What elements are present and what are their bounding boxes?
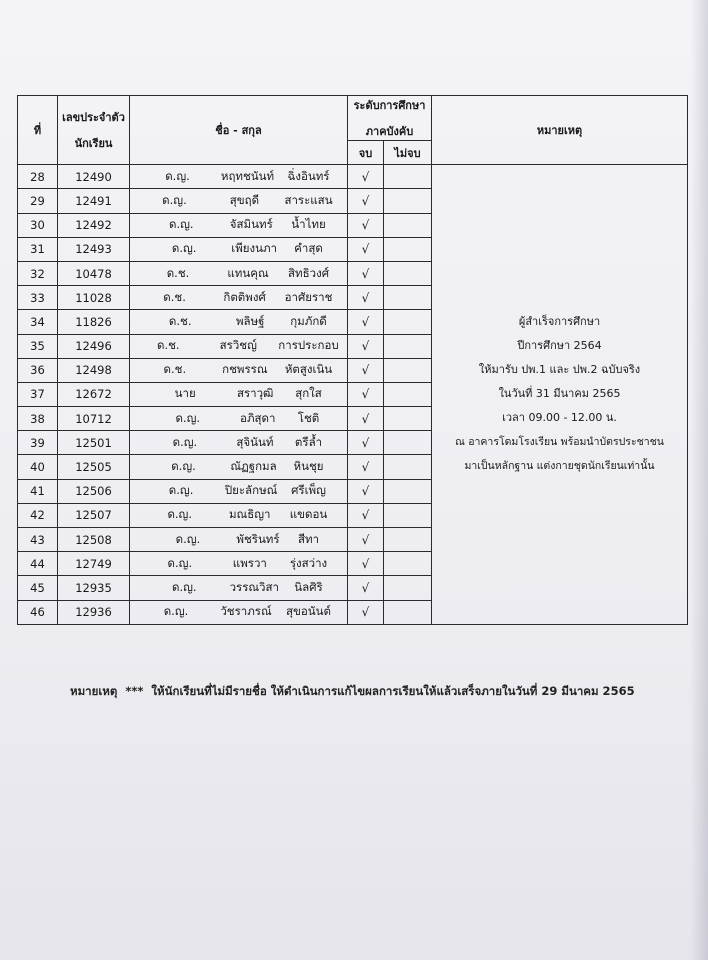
row-first-name: กชพรรณ	[222, 362, 268, 377]
header-education-level-line1: ระดับการศึกษา	[353, 99, 426, 112]
row-name	[130, 503, 348, 527]
row-last-name: โชติ	[297, 410, 320, 425]
row-name-prefix: ด.ญ.	[171, 459, 196, 474]
row-last-name: หัตสูงเนิน	[284, 362, 333, 377]
row-last-name: ฉิ่งอินทร์	[287, 168, 330, 183]
header-fail: ไม่จบ	[384, 141, 432, 165]
row-pass-check: √	[348, 576, 384, 600]
row-name-prefix: ด.ญ.	[163, 604, 189, 619]
row-last-name: น้ำไทย	[291, 217, 326, 232]
row-fail-check	[384, 455, 432, 479]
row-name	[130, 382, 348, 406]
row-name-prefix: ด.ญ.	[168, 217, 194, 232]
row-last-name: อาศัยราช	[284, 289, 333, 304]
row-student-id: 12505	[58, 455, 130, 479]
row-name	[130, 431, 348, 455]
row-name	[130, 528, 348, 552]
row-name	[130, 600, 348, 624]
page-edge-shadow	[690, 0, 708, 960]
row-name	[130, 358, 348, 382]
row-first-name: ณัฏฐกมล	[230, 459, 277, 474]
row-first-name: หฤทชนันท์	[220, 168, 275, 183]
row-number: 38	[18, 407, 58, 431]
row-pass-check: √	[348, 358, 384, 382]
row-first-name: วรรณวิสา	[229, 579, 279, 594]
row-name	[130, 286, 348, 310]
row-name-prefix: ด.ญ.	[175, 410, 201, 425]
row-pass-check: √	[348, 479, 384, 503]
row-fail-check	[384, 407, 432, 431]
row-pass-check: √	[348, 286, 384, 310]
row-name	[130, 237, 348, 261]
row-number: 44	[18, 552, 58, 576]
row-student-id: 12935	[58, 576, 130, 600]
row-first-name: สุจินันท์	[236, 434, 274, 449]
row-name	[130, 213, 348, 237]
row-last-name: รุ่งสว่าง	[289, 555, 328, 570]
row-student-id: 12749	[58, 552, 130, 576]
row-first-name: กิตติพงศ์	[223, 289, 266, 304]
row-first-name: ปิยะลักษณ์	[224, 483, 278, 498]
remark-line: มาเป็นหลักฐาน แต่งกายชุดนักเรียนเท่านั้น	[464, 460, 655, 473]
row-first-name: มณธิญา	[228, 507, 271, 522]
row-number: 29	[18, 189, 58, 213]
row-number: 28	[18, 165, 58, 189]
row-last-name: สีทา	[297, 531, 320, 546]
row-fail-check	[384, 261, 432, 285]
row-student-id: 11028	[58, 286, 130, 310]
row-name	[130, 576, 348, 600]
row-fail-check	[384, 503, 432, 527]
row-pass-check: √	[348, 189, 384, 213]
row-name	[130, 407, 348, 431]
row-student-id: 12507	[58, 503, 130, 527]
row-first-name: แทนคุณ	[227, 265, 269, 280]
row-last-name: คำสุด	[294, 241, 323, 256]
row-fail-check	[384, 310, 432, 334]
row-fail-check	[384, 576, 432, 600]
row-pass-check: √	[348, 382, 384, 406]
row-first-name: แพรวา	[232, 555, 267, 570]
row-pass-check: √	[348, 600, 384, 624]
row-first-name: สราวุฒิ	[236, 386, 274, 401]
row-number: 46	[18, 600, 58, 624]
row-fail-check	[384, 213, 432, 237]
row-fail-check	[384, 431, 432, 455]
row-name-prefix: ด.ญ.	[172, 434, 198, 449]
row-last-name: หินชุย	[293, 459, 324, 474]
row-first-name: เพียงนภา	[231, 241, 278, 256]
row-first-name: อภิสุดา	[240, 410, 276, 425]
row-fail-check	[384, 334, 432, 358]
row-student-id: 10478	[58, 261, 130, 285]
row-number: 40	[18, 455, 58, 479]
row-name-prefix: ด.ญ.	[162, 192, 187, 207]
row-name-prefix: ด.ช.	[163, 362, 187, 377]
row-number: 35	[18, 334, 58, 358]
row-last-name: การประกอบ	[278, 338, 339, 353]
row-number: 37	[18, 382, 58, 406]
header-education-level-line2: ภาคบังคับ	[365, 125, 414, 138]
row-last-name: ตรีล้ำ	[294, 434, 323, 449]
remark-line: ผู้สำเร็จการศึกษา	[518, 315, 601, 329]
header-education-level	[348, 96, 432, 141]
table-row	[18, 165, 688, 189]
remark-line: เวลา 09.00 - 12.00 น.	[502, 411, 617, 425]
row-name-prefix: ด.ช.	[168, 313, 192, 328]
footer-remark-text: ให้นักเรียนที่ไม่มีรายชื่อ ให้ดำเนินการแก้ไขผลการเรียนให้แล้วเสร็จภายในวันที่ 29 มีนาคม 2565	[151, 684, 635, 698]
row-first-name: จัสมินทร์	[229, 217, 273, 232]
row-pass-check: √	[348, 165, 384, 189]
footer-remark-stars: ***	[125, 684, 144, 698]
row-student-id: 12506	[58, 479, 130, 503]
row-fail-check	[384, 528, 432, 552]
row-number: 39	[18, 431, 58, 455]
row-fail-check	[384, 479, 432, 503]
row-student-id: 12492	[58, 213, 130, 237]
row-student-id: 12672	[58, 382, 130, 406]
row-number: 33	[18, 286, 58, 310]
row-fail-check	[384, 600, 432, 624]
row-first-name: พลิษฐ์	[235, 313, 265, 328]
row-name-prefix: ด.ญ.	[168, 483, 194, 498]
remark-line: ในวันที่ 31 มีนาคม 2565	[498, 387, 621, 401]
row-student-id: 12490	[58, 165, 130, 189]
row-student-id: 10712	[58, 407, 130, 431]
row-last-name: นิลศิริ	[294, 579, 323, 594]
header-name: ชื่อ - สกุล	[130, 96, 348, 165]
row-fail-check	[384, 382, 432, 406]
row-last-name: แขดอน	[289, 507, 328, 522]
row-number: 45	[18, 576, 58, 600]
row-number: 42	[18, 503, 58, 527]
row-first-name: สรวิชญ์	[219, 338, 257, 353]
row-name	[130, 189, 348, 213]
row-student-id: 12936	[58, 600, 130, 624]
row-pass-check: √	[348, 237, 384, 261]
row-name-prefix: ด.ช.	[156, 338, 180, 353]
row-pass-check: √	[348, 407, 384, 431]
row-pass-check: √	[348, 455, 384, 479]
row-fail-check	[384, 358, 432, 382]
row-name	[130, 334, 348, 358]
row-last-name: ศรีเพ็ญ	[291, 483, 326, 498]
row-fail-check	[384, 237, 432, 261]
row-name	[130, 310, 348, 334]
row-name-prefix: ด.ญ.	[175, 531, 201, 546]
row-number: 43	[18, 528, 58, 552]
row-name	[130, 455, 348, 479]
footer-remark	[70, 683, 690, 701]
row-pass-check: √	[348, 503, 384, 527]
row-last-name: สุกใส	[295, 386, 322, 401]
header-remark: หมายเหตุ	[432, 96, 688, 165]
remark-line: ให้มารับ ปพ.1 และ ปพ.2 ฉบับจริง	[478, 363, 641, 377]
row-fail-check	[384, 189, 432, 213]
remark-line: ปีการศึกษา 2564	[517, 339, 602, 353]
row-pass-check: √	[348, 528, 384, 552]
row-last-name: สาระแสน	[284, 192, 333, 207]
row-student-id: 12491	[58, 189, 130, 213]
row-number: 31	[18, 237, 58, 261]
row-pass-check: √	[348, 261, 384, 285]
row-last-name: สุขอนันต์	[286, 604, 331, 619]
row-first-name: สุขฤดี	[229, 192, 260, 207]
row-pass-check: √	[348, 334, 384, 358]
row-pass-check: √	[348, 213, 384, 237]
row-fail-check	[384, 552, 432, 576]
footer-remark-label: หมายเหตุ	[70, 684, 118, 698]
header-pass: จบ	[348, 141, 384, 165]
row-name	[130, 479, 348, 503]
row-name-prefix: ด.ช.	[166, 265, 190, 280]
remark-line: ณ อาคารโดมโรงเรียน พร้อมนำบัตรประชาชน	[455, 436, 664, 449]
row-fail-check	[384, 165, 432, 189]
header-number: ที่	[18, 96, 58, 165]
header-student-id-line1: เลขประจำตัว	[62, 111, 125, 125]
row-name	[130, 165, 348, 189]
row-number: 30	[18, 213, 58, 237]
row-name	[130, 552, 348, 576]
row-student-id: 11826	[58, 310, 130, 334]
row-name-prefix: ด.ญ.	[167, 555, 193, 570]
remark-cell	[432, 165, 688, 625]
row-student-id: 12496	[58, 334, 130, 358]
row-name	[130, 261, 348, 285]
row-name-prefix: ด.ญ.	[165, 168, 190, 183]
row-number: 34	[18, 310, 58, 334]
row-number: 41	[18, 479, 58, 503]
row-number: 36	[18, 358, 58, 382]
header-student-id-line2: นักเรียน	[74, 137, 113, 151]
row-last-name: กุมภักดี	[290, 313, 327, 328]
row-pass-check: √	[348, 431, 384, 455]
row-first-name: วัชราภรณ์	[220, 604, 272, 619]
row-name-prefix: นาย	[174, 386, 196, 401]
row-student-id: 12498	[58, 358, 130, 382]
header-student-id	[58, 96, 130, 165]
row-pass-check: √	[348, 552, 384, 576]
row-name-prefix: ด.ญ.	[167, 507, 193, 522]
row-number: 32	[18, 261, 58, 285]
row-first-name: พัชรินทร์	[236, 531, 280, 546]
row-student-id: 12508	[58, 528, 130, 552]
row-name-prefix: ด.ญ.	[171, 241, 197, 256]
row-fail-check	[384, 286, 432, 310]
row-name-prefix: ด.ช.	[163, 289, 186, 304]
row-pass-check: √	[348, 310, 384, 334]
student-roster-table	[17, 95, 688, 625]
row-name-prefix: ด.ญ.	[172, 579, 197, 594]
row-student-id: 12493	[58, 237, 130, 261]
row-student-id: 12501	[58, 431, 130, 455]
row-last-name: สิทธิวงศ์	[288, 265, 329, 280]
